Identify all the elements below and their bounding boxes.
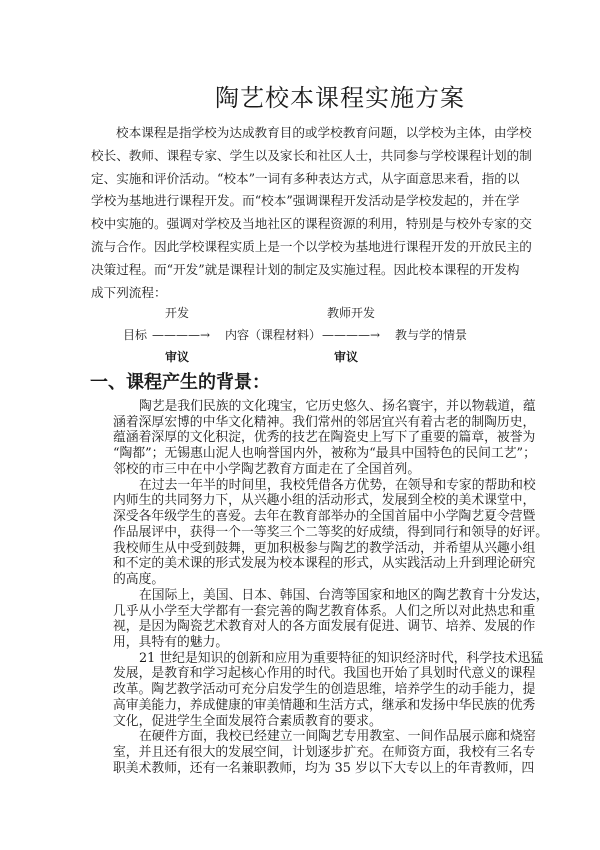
- text-line: 定、实施和评价活动。“校本”一词有多种表达方式，从字面意思来看，指的以: [91, 170, 520, 186]
- text-line: 邻校的市三中在中小学陶艺教育方面走在了全国首列。: [113, 461, 421, 477]
- text-line: 作品展评中，获得一个一等奖三个二等奖的好成绩，得到同行和领导的好评。: [113, 524, 549, 540]
- flow-step-situation: 教与学的情景: [395, 328, 468, 342]
- text-line: 高审美能力，养成健康的审美情趣和生活方式，继承和发扬中华民族的优秀: [113, 697, 536, 713]
- text-line: 内师生的共同努力下，从兴趣小组的活动形式，发展到全校的美术课堂中，: [113, 493, 536, 509]
- text-line: 涵着深厚宏博的中华文化精神。我们常州的邻居宜兴有着古老的制陶历史，: [113, 414, 536, 430]
- paragraph: [113, 399, 536, 478]
- text-line: 校长、教师、课程专家、学生以及家长和社区人士，共同参与学校课程计划的制: [91, 147, 532, 163]
- flow-label-develop: 开发: [165, 306, 190, 320]
- text-line: 在过去一年半的时间里，我校凭借各方优势，在领导和专家的帮助和校: [139, 477, 536, 493]
- document-title: 陶艺校本课程实施方案: [215, 84, 465, 112]
- text-line: 的高度。: [113, 572, 165, 588]
- text-line: 视，是因为陶瓷艺术教育对人的各方面发展有促进、调节、培养、发展的作: [113, 619, 536, 635]
- text-line: 校中实施的。强调对学校及当地社区的课程资源的利用，特别是与校外专家的交: [91, 216, 532, 232]
- text-line: 在硬件方面，我校已经建立一间陶艺专用教室、一间作品展示廊和烧窑: [139, 729, 536, 745]
- flow-arrow: ————→: [322, 328, 381, 342]
- text-line: 决策过程。而“开发”就是课程计划的制定及实施过程。因此校本课程的开发构: [91, 261, 520, 277]
- text-line: 在国际上，美国、日本、韩国、台湾等国家和地区的陶艺教育十分发达，: [139, 587, 549, 603]
- flow-arrow: ————→: [152, 328, 211, 342]
- text-line: 我校师生从中受到鼓舞，更加积极参与陶艺的教学活动，并希望从兴趣小组: [113, 540, 536, 556]
- section-heading: 一、课程产生的背景：: [90, 372, 270, 393]
- flow-label-teacher-develop: 教师开发: [327, 306, 376, 320]
- paragraph: [113, 650, 544, 730]
- text-line: 学校为基地进行课程开发。而“校本”强调课程开发活动是学校发起的，并在学: [91, 193, 520, 209]
- text-line: 职美术教师，还有一名兼职教师，均为 35 岁以下大专以上的年青教师，四: [113, 760, 535, 776]
- paragraph: [113, 587, 549, 651]
- text-line: 几乎从小学至大学都有一套完善的陶艺教育体系。人们之所以对此热忠和重: [113, 603, 536, 619]
- paragraph: [113, 729, 536, 776]
- text-line: 成下列流程：: [91, 284, 167, 300]
- text-line: 流与合作。因此学校课程实质上是一个以学校为基地进行课程开发的开放民主的: [91, 238, 532, 254]
- text-line: 改革。陶艺教学活动可充分启发学生的创造思维，培养学生的动手能力，提: [113, 682, 536, 698]
- text-line: 用，具特有的魅力。: [113, 635, 229, 651]
- text-line: 陶艺是我们民族的文化瑰宝，它历史悠久、扬名寰宇，并以物载道，蕴: [139, 399, 536, 414]
- text-line: 和不定的美术课的形式发展为校本课程的形式，从实践活动上升到理论研究: [113, 556, 536, 572]
- text-line: 校本课程是指学校为达成教育目的或学校教育问题，以学校为主体，由学校: [116, 125, 532, 140]
- flow-step-goal: 目标: [123, 328, 148, 342]
- text-line: 蕴涵着深厚的文化积淀，优秀的技艺在陶瓷史上写下了重要的篇章，被誉为: [113, 430, 536, 446]
- flow-label-review: 审议: [165, 350, 190, 364]
- text-line: “陶都”；无锡惠山泥人也响誉国内外，被称为“最具中国特色的民间工艺”；: [113, 446, 536, 462]
- text-line: 室，并且还有很大的发展空间，计划逐步扩充。在师资方面，我校有三名专: [113, 745, 536, 761]
- section-body: [113, 399, 549, 777]
- paragraph: [113, 477, 549, 588]
- text-line: 21 世纪是知识的创新和应用为重要特征的知识经济时代，科学技术迅猛: [139, 650, 544, 666]
- flow-step-content: 内容（课程材料）: [225, 328, 322, 342]
- intro-paragraph: [91, 122, 532, 304]
- text-line: 发展，是教育和学习起核心作用的时代。我国也开始了具划时代意义的课程: [113, 666, 536, 682]
- flow-label-review: 审议: [334, 350, 359, 364]
- text-line: 文化，促进学生全面发展符合素质教育的要求。: [113, 713, 382, 729]
- text-line: 深受各年级学生的喜爱。去年在教育部举办的全国首届中小学陶艺夏令营暨: [113, 509, 536, 525]
